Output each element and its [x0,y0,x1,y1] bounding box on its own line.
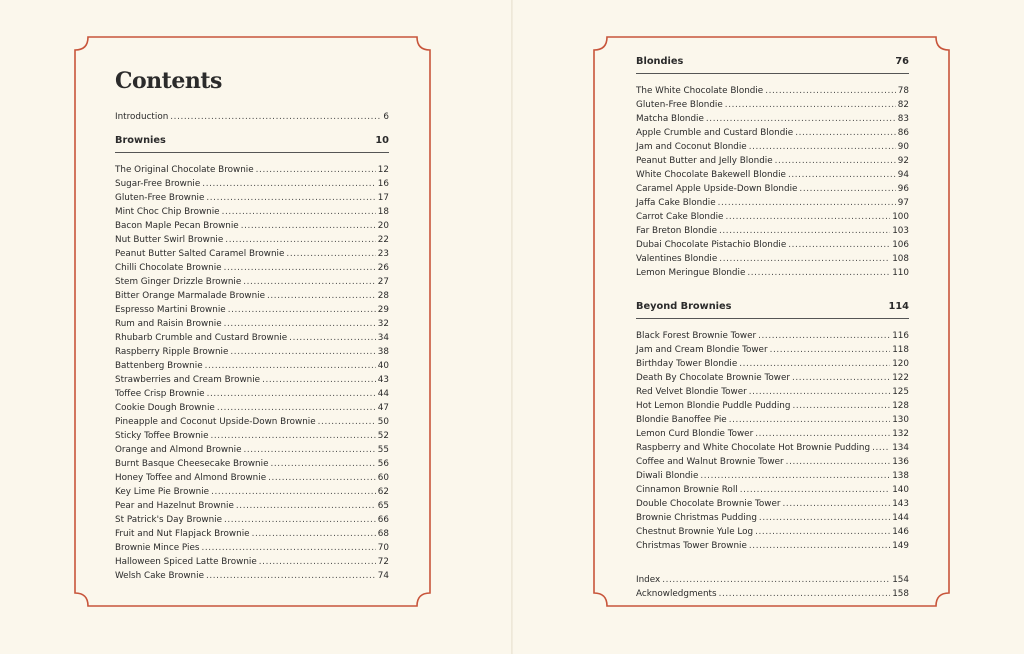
toc-entry[interactable] [636,511,909,525]
toc-entry[interactable] [636,343,909,357]
toc-entry-page: 38 [377,347,389,357]
toc-entry-page: 158 [892,589,909,599]
toc-entry-page: 97 [897,198,909,208]
dot-leader [224,513,376,527]
toc-entry[interactable] [636,98,909,112]
dot-leader [211,485,376,499]
toc-entry[interactable] [636,357,909,371]
toc-entry-intro[interactable] [115,110,389,124]
toc-entry[interactable] [115,205,389,219]
toc-entry-title: Far Breton Blondie [636,226,718,236]
toc-entry-title: Birthday Tower Blondie [636,359,738,369]
toc-entry-title: Sugar-Free Brownie [115,179,201,189]
toc-entry[interactable] [636,469,909,483]
dot-leader [224,317,376,331]
toc-entry-page: 143 [892,499,909,509]
dot-leader [719,252,890,266]
toc-entry-title: Toffee Crisp Brownie [115,389,205,399]
toc-entry-title: Rum and Raisin Brownie [115,319,222,329]
toc-entry-page: 82 [897,100,909,110]
toc-entry-page: 50 [377,417,389,427]
dot-leader [228,303,376,317]
toc-entry[interactable] [115,555,389,569]
dot-leader [286,247,375,261]
toc-entry-page: 29 [377,305,389,315]
toc-entry-title: Jam and Cream Blondie Tower [636,345,768,355]
dot-leader [792,371,890,385]
toc-entry[interactable] [115,513,389,527]
dot-leader [267,289,376,303]
toc-entry-page: 94 [897,170,909,180]
dot-leader [170,110,381,124]
toc-entry[interactable] [115,527,389,541]
toc-entry[interactable] [115,331,389,345]
toc-entry-title: Mint Choc Chip Brownie [115,207,220,217]
toc-entry-page: 128 [892,401,909,411]
dot-leader [755,525,890,539]
section-heading-title: Blondies [636,56,684,67]
toc-entry-page: 96 [897,184,909,194]
dot-leader [662,573,890,587]
toc-entry-page: 122 [892,373,909,383]
toc-entry-page: 78 [897,86,909,96]
toc-entry-page: 55 [377,445,389,455]
dot-leader [765,84,896,98]
toc-entry[interactable] [115,247,389,261]
toc-entry-title: Brownie Mince Pies [115,543,200,553]
toc-entry-page: 60 [377,473,389,483]
toc-entry[interactable] [115,457,389,471]
dot-leader [759,511,890,525]
toc-entry-title: Pineapple and Coconut Upside-Down Brownie [115,417,316,427]
toc-entry-title: Nut Butter Swirl Brownie [115,235,224,245]
toc-entry-title: Red Velvet Blondie Tower [636,387,747,397]
section-heading[interactable] [636,300,909,319]
dot-leader [700,469,890,483]
dot-leader [268,471,376,485]
toc-entry-page: 125 [892,387,909,397]
toc-entry-page: 44 [377,389,389,399]
toc-entry-page: 66 [377,515,389,525]
toc-entry-page: 154 [892,575,909,585]
toc-entry[interactable] [636,266,909,280]
dot-leader [289,331,376,345]
toc-entry-title: The Original Chocolate Brownie [115,165,254,175]
toc-entry-title: Burnt Basque Cheesecake Brownie [115,459,269,469]
toc-entry-title: Introduction [115,112,169,122]
dot-leader [740,483,891,497]
toc-entry-title: Bitter Orange Marmalade Brownie [115,291,265,301]
toc-entry[interactable] [636,427,909,441]
section-heading-page: 114 [888,301,909,312]
dot-leader [729,413,890,427]
toc-entry-page: 103 [892,226,909,236]
dot-leader [775,154,896,168]
toc-entry-back[interactable] [636,587,909,601]
dot-leader [719,224,890,238]
toc-entry-title: Gluten-Free Brownie [115,193,205,203]
left-toc [115,66,389,583]
section-heading[interactable] [115,134,389,153]
toc-entry[interactable] [636,385,909,399]
toc-entry[interactable] [636,112,909,126]
right-page [512,0,1024,654]
dot-leader [225,233,376,247]
toc-entry-page: 144 [892,513,909,523]
toc-entry-title: Peanut Butter Salted Caramel Brownie [115,249,285,259]
toc-entry-title: Valentines Blondie [636,254,718,264]
dot-leader [725,210,890,224]
toc-entry[interactable] [115,569,389,583]
dot-leader [786,455,891,469]
dot-leader [252,527,376,541]
toc-entry-page: 83 [897,114,909,124]
toc-entry-title: Stem Ginger Drizzle Brownie [115,277,242,287]
dot-leader [770,343,891,357]
toc-entry[interactable] [115,303,389,317]
toc-entry[interactable] [115,317,389,331]
toc-entry-page: 34 [377,333,389,343]
toc-entry-page: 70 [377,543,389,553]
toc-entry[interactable] [115,359,389,373]
toc-entry[interactable] [636,84,909,98]
toc-entry[interactable] [115,191,389,205]
toc-entry-title: Key Lime Pie Brownie [115,487,210,497]
dot-leader [749,539,890,553]
dot-leader [201,541,375,555]
toc-entry-title: Jam and Coconut Blondie [636,142,747,152]
toc-entry[interactable] [636,168,909,182]
toc-entry[interactable] [636,455,909,469]
section-heading-page: 76 [895,56,909,67]
toc-entry-title: Coffee and Walnut Brownie Tower [636,457,784,467]
toc-entry-title: Matcha Blondie [636,114,704,124]
dot-leader [202,177,376,191]
dot-leader [318,415,376,429]
dot-leader [241,219,376,233]
section-heading-page: 10 [375,135,389,146]
dot-leader [206,569,376,583]
dot-leader [725,98,896,112]
toc-entry-title: Dubai Chocolate Pistachio Blondie [636,240,787,250]
section-heading[interactable] [636,55,909,74]
dot-leader [206,191,375,205]
dot-leader [205,359,376,373]
toc-entry-page: 134 [892,443,909,453]
toc-entry-title: St Patrick's Day Brownie [115,515,223,525]
toc-entry[interactable] [115,401,389,415]
dot-leader [271,457,376,471]
toc-entry-page: 140 [892,485,909,495]
dot-leader [755,427,890,441]
toc-entry[interactable] [636,224,909,238]
toc-entry-title: Diwali Blondie [636,471,699,481]
dot-leader [788,238,890,252]
toc-entry-page: 65 [377,501,389,511]
toc-entry-title: Sticky Toffee Brownie [115,431,209,441]
toc-entry[interactable] [636,154,909,168]
toc-entry-title: Battenberg Brownie [115,361,203,371]
toc-entry-page: 52 [377,431,389,441]
dot-leader [222,205,376,219]
toc-entry[interactable] [636,371,909,385]
toc-entry-page: 6 [383,112,389,122]
toc-entry-title: Strawberries and Cream Brownie [115,375,261,385]
toc-entry[interactable] [115,485,389,499]
toc-entry-page: 136 [892,457,909,467]
dot-leader [739,357,890,371]
toc-entry[interactable] [115,289,389,303]
toc-entry-title: Apple Crumble and Custard Blondie [636,128,794,138]
toc-entry-title: Double Chocolate Brownie Tower [636,499,781,509]
toc-entry[interactable] [636,252,909,266]
toc-entry[interactable] [636,497,909,511]
toc-entry-title: Blondie Banoffee Pie [636,415,727,425]
toc-entry[interactable] [115,163,389,177]
toc-entry-title: Death By Chocolate Brownie Tower [636,373,790,383]
toc-entry-title: Jaffa Cake Blondie [636,198,716,208]
dot-leader [224,261,376,275]
toc-entry-page: 40 [377,361,389,371]
toc-entry[interactable] [115,443,389,457]
toc-entry-page: 132 [892,429,909,439]
toc-entry-page: 17 [377,193,389,203]
toc-entry-title: Hot Lemon Blondie Puddle Pudding [636,401,791,411]
right-toc [636,55,909,601]
toc-entry-page: 92 [897,156,909,166]
toc-entry-title: Bacon Maple Pecan Brownie [115,221,239,231]
toc-entry-title: Raspberry and White Chocolate Hot Brownie Pudding [636,443,871,453]
toc-entry-title: Black Forest Brownie Tower [636,331,757,341]
toc-entry-page: 62 [377,487,389,497]
toc-entry-page: 68 [377,529,389,539]
toc-entry[interactable] [115,233,389,247]
toc-entry-page: 26 [377,263,389,273]
toc-entry[interactable] [636,539,909,553]
toc-entry-page: 100 [892,212,909,222]
dot-leader [243,275,376,289]
toc-entry-page: 18 [377,207,389,217]
toc-entry[interactable] [636,483,909,497]
toc-entry-page: 56 [377,459,389,469]
toc-entry[interactable] [115,345,389,359]
toc-entry[interactable] [115,261,389,275]
toc-entry-page: 27 [377,277,389,287]
toc-entry-title: Cookie Dough Brownie [115,403,215,413]
toc-entry-page: 120 [892,359,909,369]
toc-entry-title: Pear and Hazelnut Brownie [115,501,234,511]
toc-entry[interactable] [636,329,909,343]
toc-entry-title: Espresso Martini Brownie [115,305,226,315]
toc-entry[interactable] [115,275,389,289]
toc-entry-page: 138 [892,471,909,481]
toc-entry-title: Peanut Butter and Jelly Blondie [636,156,773,166]
toc-entry-page: 16 [377,179,389,189]
dot-leader [747,266,890,280]
dot-leader [788,168,896,182]
toc-entry-page: 110 [892,268,909,278]
toc-entry-title: Rhubarb Crumble and Custard Brownie [115,333,288,343]
dot-leader [792,399,890,413]
dot-leader [236,499,376,513]
toc-entry[interactable] [636,238,909,252]
section-heading-title: Brownies [115,135,166,146]
toc-entry[interactable] [115,177,389,191]
toc-entry-title: Halloween Spiced Latte Brownie [115,557,257,567]
section-heading-title: Beyond Brownies [636,301,732,312]
toc-entry-page: 116 [892,331,909,341]
toc-entry[interactable] [115,471,389,485]
toc-entry[interactable] [115,387,389,401]
dot-leader [211,429,376,443]
toc-entry-title: Honey Toffee and Almond Brownie [115,473,267,483]
toc-entry-title: White Chocolate Bakewell Blondie [636,170,786,180]
toc-entry-title: Carrot Cake Blondie [636,212,724,222]
toc-entry-title: Lemon Curd Blondie Tower [636,429,754,439]
toc-entry-page: 90 [897,142,909,152]
toc-entry-title: Caramel Apple Upside-Down Blondie [636,184,798,194]
toc-entry-page: 118 [892,345,909,355]
toc-entry-title: Acknowledgments [636,589,717,599]
toc-entry-page: 130 [892,415,909,425]
dot-leader [758,329,890,343]
toc-entry-page: 28 [377,291,389,301]
toc-entry-title: Brownie Christmas Pudding [636,513,757,523]
toc-entry[interactable] [636,182,909,196]
toc-entry[interactable] [115,373,389,387]
dot-leader [230,345,375,359]
toc-entry[interactable] [115,499,389,513]
dot-leader [799,182,895,196]
dot-leader [217,401,376,415]
dot-leader [718,196,896,210]
dot-leader [795,126,896,140]
toc-entry[interactable] [636,413,909,427]
toc-entry-title: Raspberry Ripple Brownie [115,347,229,357]
toc-entry-title: Chestnut Brownie Yule Log [636,527,754,537]
toc-entry-title: Chilli Chocolate Brownie [115,263,222,273]
toc-entry[interactable] [636,196,909,210]
dot-leader [872,441,890,455]
toc-entry-page: 12 [377,165,389,175]
toc-entry-title: Christmas Tower Brownie [636,541,747,551]
toc-entry-title: Cinnamon Brownie Roll [636,485,738,495]
toc-entry-page: 47 [377,403,389,413]
toc-entry-title: Gluten-Free Blondie [636,100,723,110]
toc-entry-page: 43 [377,375,389,385]
dot-leader [243,443,375,457]
dot-leader [749,385,890,399]
toc-entry[interactable] [636,399,909,413]
toc-entry-title: Fruit and Nut Flapjack Brownie [115,529,250,539]
toc-entry[interactable] [636,210,909,224]
toc-entry-page: 74 [377,571,389,581]
toc-entry-title: Index [636,575,661,585]
dot-leader [259,555,376,569]
toc-entry[interactable] [636,441,909,455]
toc-entry-title: Welsh Cake Brownie [115,571,204,581]
toc-entry-page: 86 [897,128,909,138]
dot-leader [262,373,376,387]
dot-leader [783,497,891,511]
toc-entry-page: 106 [892,240,909,250]
dot-leader [749,140,896,154]
toc-entry-title: The White Chocolate Blondie [636,86,764,96]
toc-entry[interactable] [115,219,389,233]
toc-entry-page: 149 [892,541,909,551]
toc-entry-page: 108 [892,254,909,264]
toc-entry[interactable] [115,415,389,429]
dot-leader [256,163,376,177]
dot-leader [706,112,896,126]
toc-entry-page: 32 [377,319,389,329]
toc-entry-page: 20 [377,221,389,231]
toc-entry[interactable] [636,140,909,154]
page-title: Contents [115,68,222,94]
toc-entry[interactable] [636,126,909,140]
toc-entry[interactable] [115,541,389,555]
dot-leader [719,587,891,601]
toc-entry-title: Orange and Almond Brownie [115,445,242,455]
toc-entry-title: Lemon Meringue Blondie [636,268,746,278]
toc-entry-page: 22 [377,235,389,245]
toc-entry-back[interactable] [636,573,909,587]
toc-entry-page: 146 [892,527,909,537]
toc-entry-page: 72 [377,557,389,567]
toc-entry[interactable] [115,429,389,443]
dot-leader [207,387,376,401]
toc-entry[interactable] [636,525,909,539]
toc-entry-page: 23 [377,249,389,259]
